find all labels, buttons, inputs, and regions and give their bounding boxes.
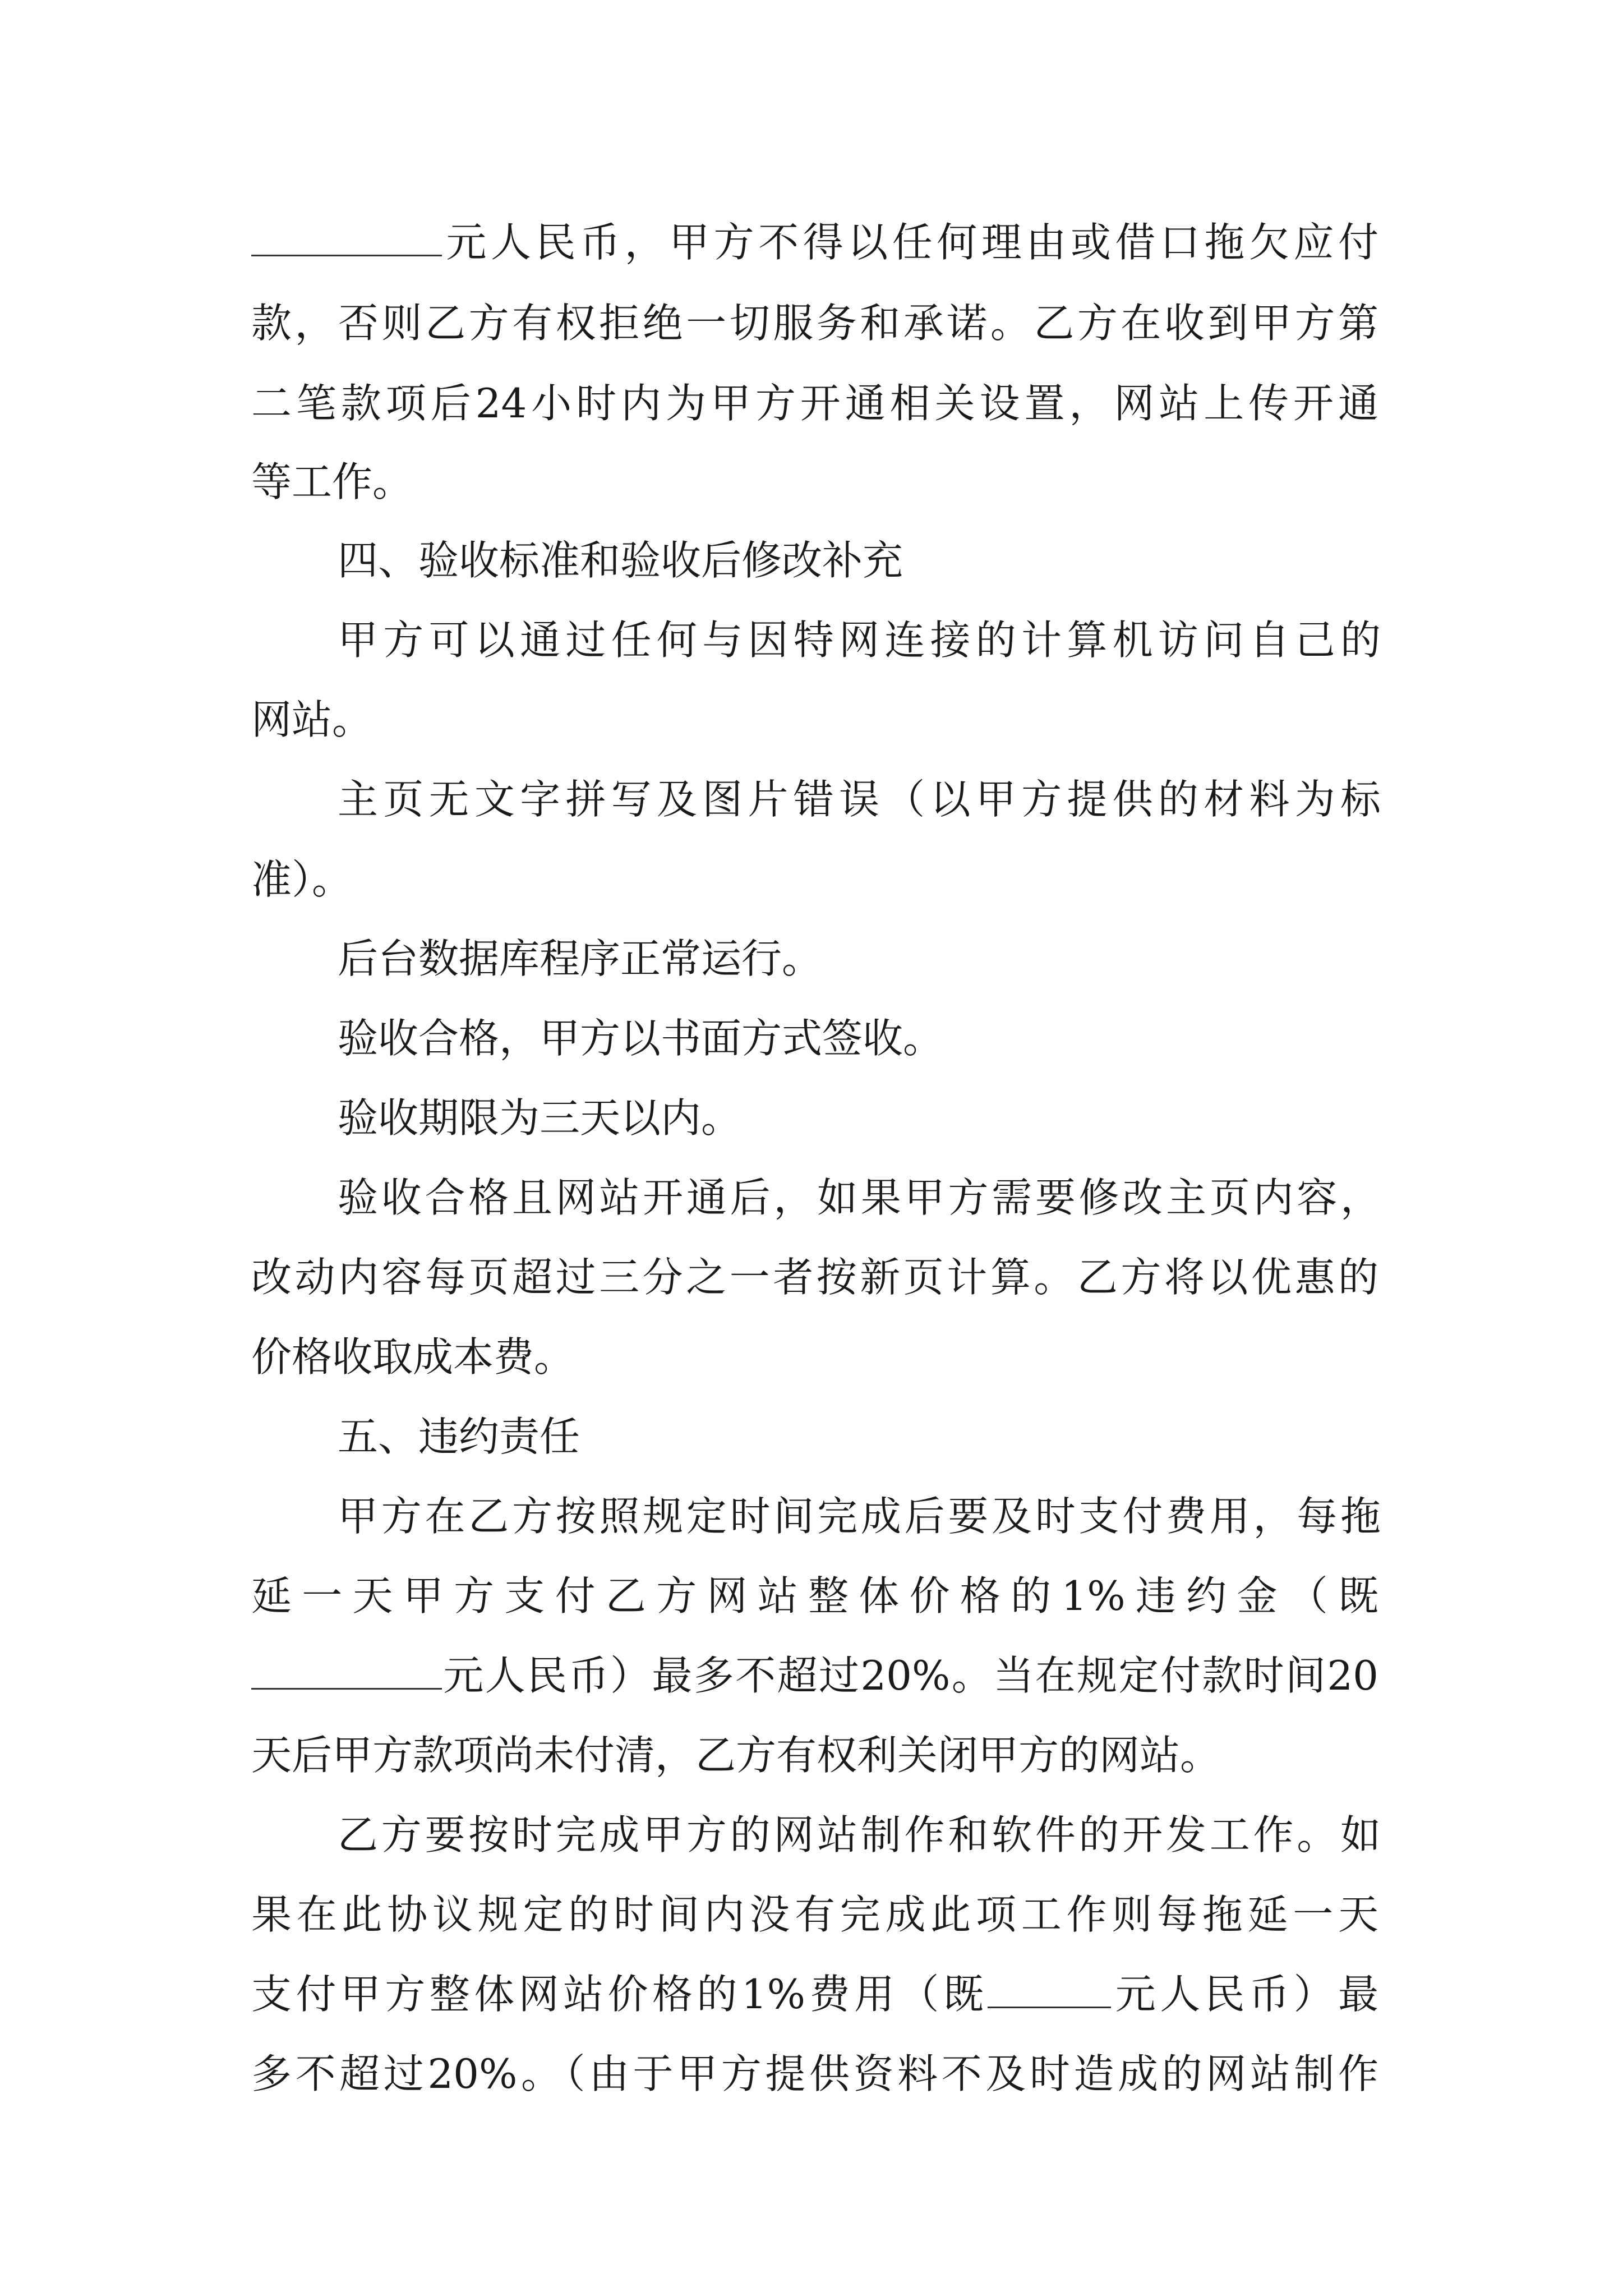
- section-heading: 五、违约责任: [338, 1413, 580, 1460]
- paragraph-line: 天后甲方款项尚未付清，乙方有权利关闭甲方的网站。: [251, 1732, 1221, 1779]
- fill-in-blank: [251, 254, 442, 256]
- fill-in-blank: [251, 1687, 442, 1690]
- paragraph-line: 后台数据库程序正常运行。: [338, 935, 823, 982]
- paragraph-line: 甲方可以通过任何与因特网连接的计算机访问自己的: [338, 616, 1381, 664]
- paragraph-line: 等工作。: [251, 458, 413, 505]
- fill-in-blank: [988, 2006, 1111, 2008]
- paragraph-line: 元人民币）最多不超过20%。当在规定付款时间20: [251, 1634, 1378, 1718]
- paragraph-line: 网站。: [251, 696, 373, 743]
- paragraph-line: 果在此协议规定的时间内没有完成此项工作则每拖延一天: [251, 1891, 1378, 1938]
- paragraph-line: 主页无文字拼写及图片错误（以甲方提供的材料为标: [338, 776, 1381, 823]
- paragraph-line: 元人民币，甲方不得以任何理由或借口拖欠应付: [251, 200, 1378, 284]
- paragraph-line: 款，否则乙方有权拒绝一切服务和承诺。乙方在收到甲方第: [251, 300, 1378, 347]
- paragraph-line: 二笔款项后24小时内为甲方开通相关设置，网站上传开通: [251, 380, 1378, 427]
- paragraph-line: 支付甲方整体网站价格的1%费用（既 元人民币）最: [251, 1971, 1378, 2018]
- paragraph-line: 乙方要按时完成甲方的网站制作和软件的开发工作。如: [338, 1811, 1381, 1858]
- paragraph-line: 延一天甲方支付乙方网站整体价格的1%违约金（既: [251, 1572, 1378, 1619]
- paragraph-line: 价格收取成本费。: [251, 1333, 575, 1381]
- paragraph-line: 多不超过20%。（由于甲方提供资料不及时造成的网站制作: [251, 2050, 1378, 2097]
- paragraph-line: 验收期限为三天以内。: [338, 1094, 742, 1142]
- paragraph-line: 甲方在乙方按照规定时间完成后要及时支付费用，每拖: [338, 1493, 1381, 1540]
- paragraph-line: 验收合格，甲方以书面方式签收。: [338, 1015, 944, 1062]
- paragraph-line: 准）。: [251, 856, 353, 903]
- paragraph-line: 改动内容每页超过三分之一者按新页计算。乙方将以优惠的: [251, 1254, 1378, 1301]
- paragraph-line: 验收合格且网站开通后，如果甲方需要修改主页内容，: [338, 1174, 1381, 1221]
- section-heading: 四、验收标准和验收后修改补充: [338, 537, 903, 584]
